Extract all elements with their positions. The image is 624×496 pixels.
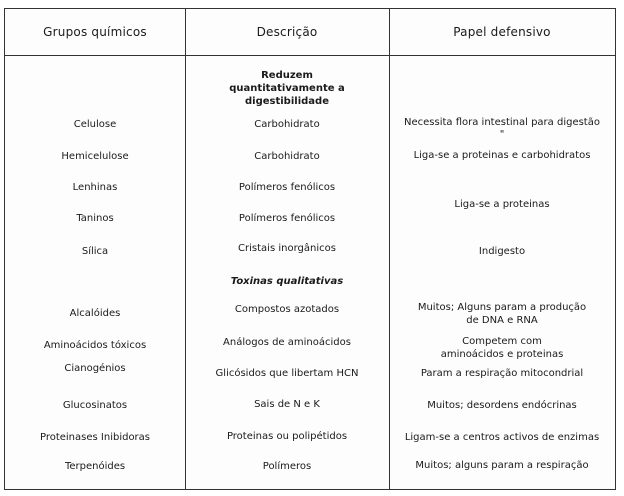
role-proteinases-inibidoras: Ligam-se a centros activos de enzimas bbox=[404, 432, 600, 443]
section-quantitative: Reduzem quantitativamente a digestibilidade bbox=[229, 70, 345, 107]
group-aminoacidos-toxicos: Aminoácidos tóxicos bbox=[43, 340, 147, 351]
group-taninos: Taninos bbox=[76, 213, 114, 224]
role-hemicelulose: Liga-se a proteinas e carbohidratos bbox=[413, 150, 591, 161]
desc-silica: Cristais inorgânicos bbox=[238, 243, 336, 254]
header-descricao: Descrição bbox=[256, 25, 318, 39]
role-silica: Indigesto bbox=[478, 246, 526, 257]
group-silica: Sílica bbox=[81, 246, 109, 257]
role-terpenoides: Muitos; alguns param a respiração bbox=[415, 460, 589, 471]
table-frame bbox=[4, 8, 616, 490]
role-celulose: Necessita flora intestinal para digestão bbox=[404, 117, 600, 128]
desc-aminoacidos-toxicos: Análogos de aminoácidos bbox=[223, 337, 351, 348]
header-divider bbox=[5, 55, 615, 56]
role-ditto: " bbox=[499, 129, 505, 140]
group-proteinases-inibidoras: Proteinases Inibidoras bbox=[39, 432, 151, 443]
role-taninos: Liga-se a proteinas bbox=[454, 199, 550, 210]
desc-cianogenios: Glicósidos que libertam HCN bbox=[215, 368, 359, 379]
desc-alcaloides: Compostos azotados bbox=[234, 304, 340, 315]
header-grupos-quimicos: Grupos químicos bbox=[43, 25, 147, 39]
group-hemicelulose: Hemicelulose bbox=[61, 151, 129, 162]
desc-proteinases-inibidoras: Proteinas ou polipétidos bbox=[226, 431, 348, 442]
role-aminoacidos-toxicos: Competem com aminoácidos e proteinas bbox=[440, 336, 564, 360]
group-lenhinas: Lenhinas bbox=[72, 182, 118, 193]
desc-celulose: Carbohidrato bbox=[254, 119, 320, 130]
desc-terpenoides: Polímeros bbox=[262, 461, 312, 472]
group-glucosinatos: Glucosinatos bbox=[62, 400, 128, 411]
group-celulose: Celulose bbox=[73, 119, 117, 130]
group-terpenoides: Terpenóides bbox=[64, 461, 126, 472]
desc-glucosinatos: Sais de N e K bbox=[254, 399, 320, 410]
role-cianogenios: Param a respiração mitocondrial bbox=[420, 368, 584, 379]
role-alcaloides: Muitos; Alguns param a produção de DNA e RNA bbox=[417, 302, 587, 326]
section-qualitative: Toxinas qualitativas bbox=[230, 276, 344, 287]
role-glucosinatos: Muitos; desordens endócrinas bbox=[427, 400, 577, 411]
group-alcaloides: Alcalóides bbox=[69, 308, 121, 319]
desc-lenhinas: Polímeros fenólicos bbox=[238, 182, 336, 193]
desc-hemicelulose: Carbohidrato bbox=[254, 151, 320, 162]
group-cianogenios: Cianogénios bbox=[64, 363, 126, 374]
desc-taninos: Polímeros fenólicos bbox=[238, 213, 336, 224]
header-papel-defensivo: Papel defensivo bbox=[453, 25, 551, 39]
